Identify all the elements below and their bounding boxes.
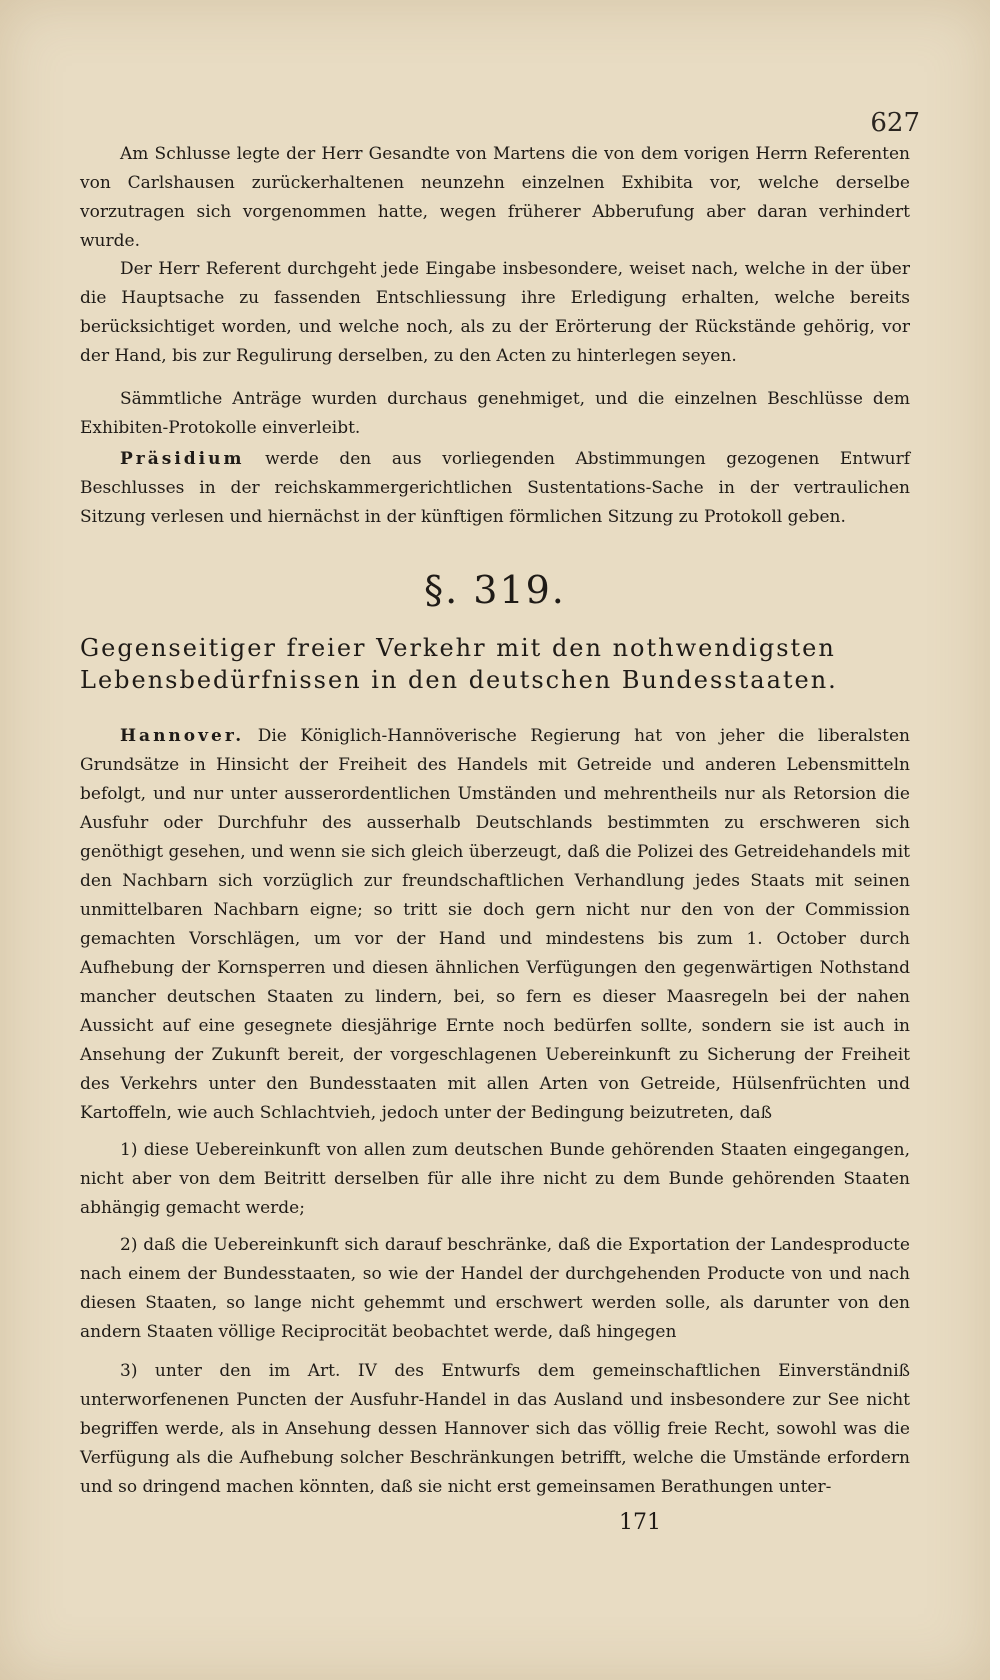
praesidium-lead: Präsidium — [120, 449, 245, 469]
page-number: 627 — [870, 108, 920, 138]
paragraph-praesidium — [80, 445, 910, 532]
section-number: §. 319. — [424, 568, 566, 612]
praesidium-text: werde den aus vorliegenden Abstimmungen gezogenen Entwurf Beschlusses in der reichskammergerichtlichen Sustentations-Sache in der vertraulichen Sitzung verlesen und hiernächst in der künftigen förmlichen Sitzung zu Protokoll geben. — [80, 449, 911, 527]
paragraph-referent-review: Der Herr Referent durchgeht jede Eingabe insbesondere, weiset nach, welche in der über die Hauptsache zu fassenden Entschliessung ihre Erledigung erhalten, welche bereits berücksichtiget worden, und welche noch, als zu der Erörterung der Rückstände gehörig, vor der Hand, bis zur Regulirung derselben, zu den Acten zu hinterlegen seyen. — [80, 259, 910, 366]
signature-mark: 171 — [619, 1510, 661, 1535]
condition-item-1: 1) diese Uebereinkunft von allen zum deutschen Bunde gehörenden Staaten eingegangen, nicht aber von dem Beitritt derselben für alle ihre nicht zu dem Bunde gehörenden Staaten abhängig gemacht werde; — [80, 1140, 910, 1218]
section-title: Gegenseitiger freier Verkehr mit den nothwendigsten Lebensbedürfnissen in den deutschen Bundesstaaten. — [80, 634, 838, 694]
hannover-text: Die Königlich-Hannöverische Regierung hat von jeher die liberalsten Grundsätze in Hinsicht der Freiheit des Handels mit Getreide und anderen Lebensmitteln befolgt, und nur unter ausserordentlichen Umständen und mehrentheils nur als Retorsion die Ausfuhr oder Durchfuhr des ausserhalb Deutschlands bestimmten zu erschweren sich genöthigt gesehen, und wenn sie sich gleich überzeugt, daß die Polizei des Getreidehandels mit den Nachbarn sich vorzüglich zur freundschaftlichen Verhandlung jedes Staats mit seinen unmittelbaren Nachbarn eigne; so tritt sie doch gern nicht nur den von der Commission gemachten Vorschlägen, um vor der Hand und mindestens bis zum 1. October durch Aufhebung der Kornsperren und diesen ähnlichen Verfügungen den gegenwärtigen Nothstand mancher deutschen Staaten zu lindern, bei, so fern es dieser Maasregeln bei der nahen Aussicht auf eine gesegnete diesjährige Ernte noch bedürfen sollte, sondern sie ist auch in Ansehung der Zukunft bereit, der vorgeschlagenen Uebereinkunft zu Sicherung der Freiheit des Verkehrs unter den Bundesstaaten mit allen Arten von Getreide, Hülsenfrüchten und Kartoffeln, wie auch Schlachtvieh, jedoch unter der Bedingung beizutreten, daß — [80, 726, 910, 1123]
condition-item-3: 3) unter den im Art. IV des Entwurfs dem gemeinschaftlichen Einverständniß unterworfenenen Puncten der Ausfuhr-Handel in das Ausland und insbesondere zur See nicht begriffen werde, als in Ansehung dessen Hannover sich das völlig freie Recht, sowohl was die Verfügung als die Aufhebung solcher Beschränkungen betrifft, welche die Umstände erfordern und so dringend machen könnten, daß sie nicht erst gemeinsamen Berathungen unter- — [80, 1361, 910, 1497]
paragraph-closing-exhibita: Am Schlusse legte der Herr Gesandte von Martens die von dem vorigen Herrn Referenten von Carlshausen zurückerhaltenen neunzehn einzelnen Exhibita vor, welche derselbe vorzutragen sich vorgenommen hatte, wegen früherer Abberufung aber daran verhindert wurde. — [80, 144, 910, 251]
hannover-lead: Hannover. — [120, 726, 245, 746]
paragraph-motions-approved: Sämmtliche Anträge wurden durchaus genehmiget, und die einzelnen Beschlüsse dem Exhibiten-Protokolle einverleibt. — [80, 389, 910, 438]
condition-item-2: 2) daß die Uebereinkunft sich darauf beschränke, daß die Exportation der Landesproducte nach einem der Bundesstaaten, so wie der Handel der durchgehenden Producte von und nach diesen Staaten, so lange nicht gehemmt und erschwert werden solle, als darunter von den andern Staaten völlige Reciprocität beobachtet werde, daß hingegen — [80, 1235, 910, 1342]
paragraph-hannover — [80, 722, 910, 1128]
